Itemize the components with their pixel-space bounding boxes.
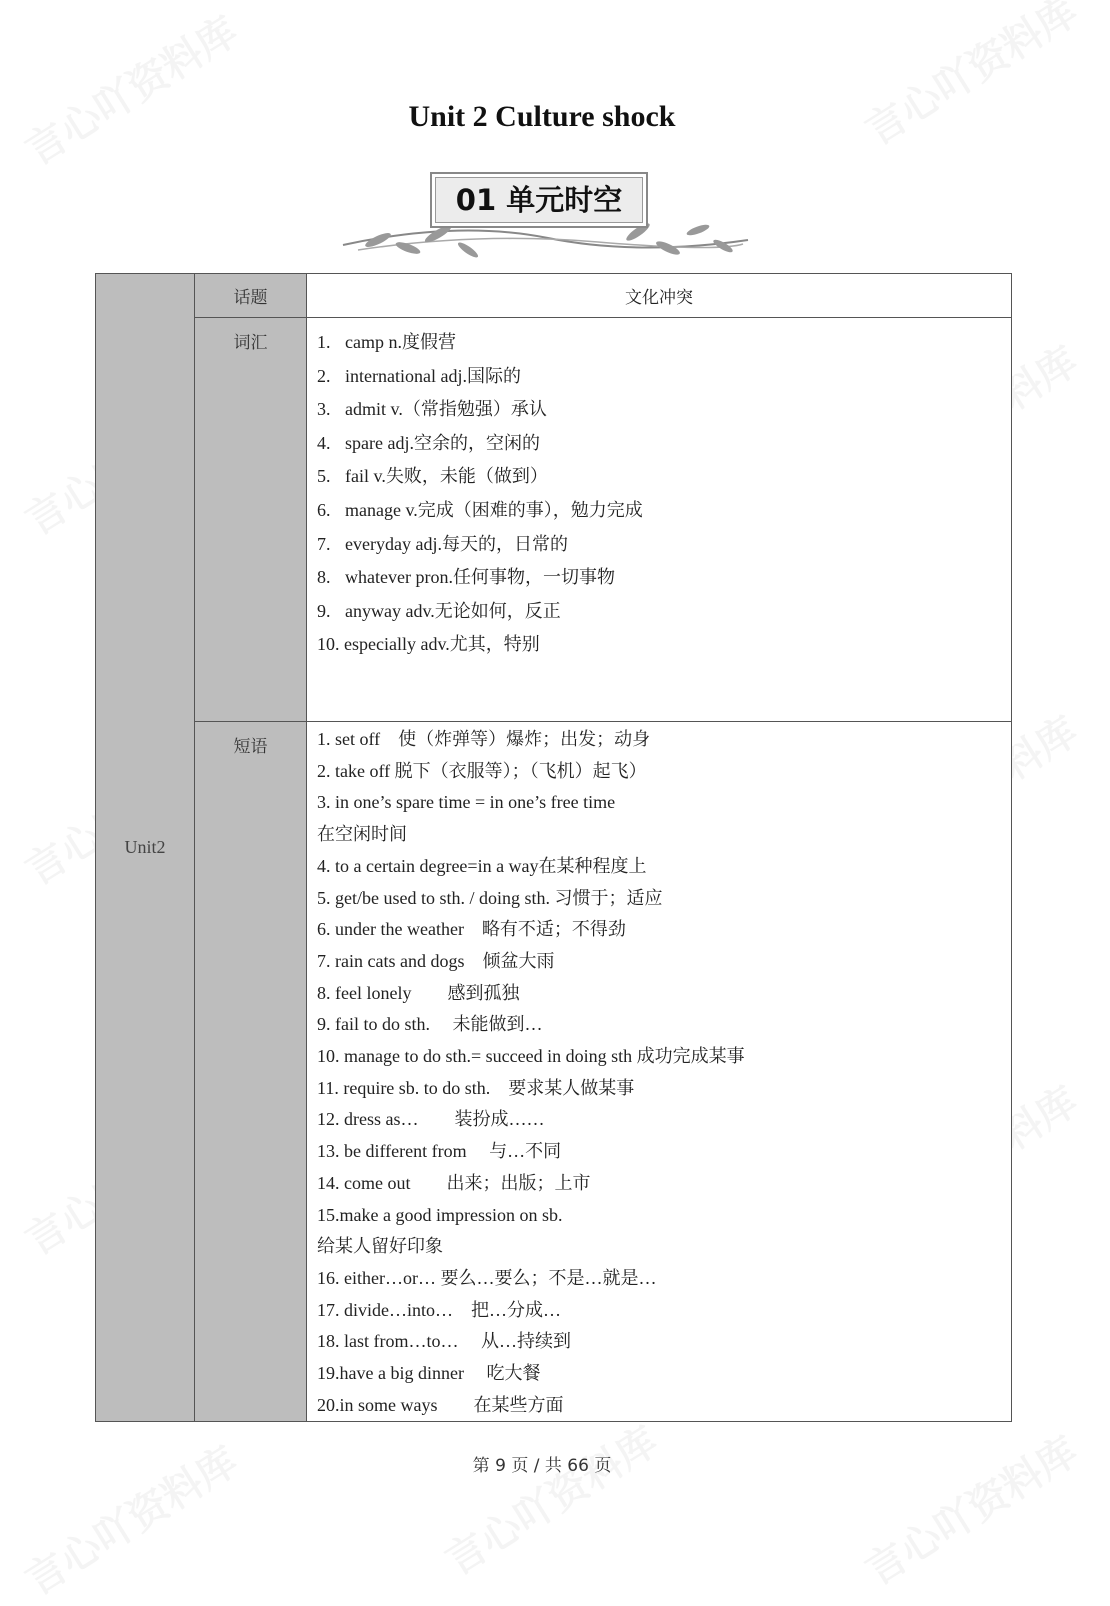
list-item: 4. to a certain degree=in a way在某种程度上 (317, 855, 647, 876)
unit-summary-table (95, 273, 1012, 1422)
vocab-entry: everyday adj.每天的，日常的 (345, 533, 568, 554)
vocab-entry: especially adv.尤其，特别 (344, 634, 540, 655)
page-mid: 页 / 共 (511, 1456, 562, 1476)
list-item (317, 595, 1011, 629)
list-item: 给某人留好印象 (317, 1236, 443, 1257)
phrases-label-cell (195, 722, 307, 1422)
phrases-label: 短语 (233, 737, 268, 757)
list-item (317, 561, 1011, 595)
vocab-entry: manage v.完成（困难的事），勉力完成 (345, 499, 643, 520)
list-item: 15.make a good impression on sb. (317, 1204, 563, 1225)
item-number: 1. (317, 332, 331, 352)
item-number: 4. (317, 432, 331, 453)
topic-label: 话题 (195, 274, 307, 318)
vocab-label-cell (195, 318, 307, 722)
item-number: 8. (317, 567, 331, 588)
page-title: Unit 2 Culture shock (408, 100, 676, 133)
vocab-entry: spare adj.空余的，空闲的 (345, 432, 540, 453)
list-item: 14. come out 出来；出版；上市 (317, 1172, 591, 1193)
list-item (317, 360, 1011, 394)
page-prefix: 第 (472, 1456, 490, 1476)
unit-cell: Unit2 (96, 274, 195, 1422)
watermark (433, 1411, 667, 1587)
item-number: 7. (317, 533, 331, 554)
list-item: 在空闲时间 (317, 824, 407, 845)
list-item: 5. get/be used to sth. / doing sth. 习惯于；适应 (317, 887, 663, 908)
list-item: 19.have a big dinner 吃大餐 (317, 1363, 541, 1384)
list-item (317, 326, 1011, 360)
list-item: 7. rain cats and dogs 倾盆大雨 (317, 950, 555, 971)
item-number: 5. (317, 466, 331, 487)
item-number: 3. (317, 399, 331, 420)
vocab-list (307, 318, 1011, 662)
watermark (853, 1421, 1087, 1597)
vocab-entry: fail v.失败，未能（做到） (345, 466, 548, 487)
vocab-entry: camp n.度假营 (345, 332, 456, 352)
vocab-entry: anyway adv.无论如何，反正 (345, 600, 561, 621)
list-item: 20.in some ways 在某些方面 (317, 1394, 564, 1415)
vocab-label: 词汇 (233, 333, 268, 353)
list-item (317, 494, 1011, 528)
page-suffix: 页 (594, 1456, 612, 1476)
watermark (13, 1, 247, 177)
topic-value: 文化冲突 (307, 274, 1012, 318)
list-item: 13. be different from 与…不同 (317, 1141, 562, 1162)
list-item (317, 393, 1011, 427)
list-item: 1. set off 使（炸弹等）爆炸；出发；动身 (317, 729, 651, 749)
phrases-cell (307, 722, 1012, 1422)
page-total: 66 (567, 1456, 589, 1476)
list-item (317, 528, 1011, 562)
list-item: 9. fail to do sth. 未能做到… (317, 1014, 543, 1035)
list-item: 2. take off 脱下（衣服等）；（飞机）起飞） (317, 760, 647, 781)
list-item: 16. either…or… 要么…要么；不是…就是… (317, 1267, 657, 1288)
list-item: 11. require sb. to do sth. 要求某人做某事 (317, 1077, 635, 1098)
section-banner: 01 单元时空 (430, 172, 648, 228)
vocab-entry: whatever pron.任何事物，一切事物 (345, 567, 615, 588)
item-number: 2. (317, 365, 331, 386)
page-current: 9 (495, 1456, 506, 1476)
list-item: 6. under the weather 略有不适；不得劲 (317, 919, 626, 940)
list-item: 12. dress as… 装扮成…… (317, 1109, 545, 1130)
phrases-list (307, 722, 1011, 1421)
list-item (317, 460, 1011, 494)
item-number: 10. (317, 634, 340, 655)
vocab-entry: international adj.国际的 (345, 365, 521, 386)
list-item: 10. manage to do sth.= succeed in doing sth 成功完成某事 (317, 1046, 745, 1067)
list-item (317, 628, 1011, 662)
vocab-entry: admit v.（常指勉强）承认 (345, 399, 547, 420)
list-item: 17. divide…into… 把…分成… (317, 1299, 561, 1320)
list-item: 18. last from…to… 从…持续到 (317, 1331, 571, 1352)
page-footer (0, 1451, 1084, 1476)
item-number: 6. (317, 499, 331, 520)
item-number: 9. (317, 600, 331, 621)
vocab-cell (307, 318, 1012, 722)
list-item (317, 427, 1011, 461)
list-item: 8. feel lonely 感到孤独 (317, 982, 520, 1003)
list-item: 3. in one’s spare time = in one’s free time (317, 792, 616, 813)
